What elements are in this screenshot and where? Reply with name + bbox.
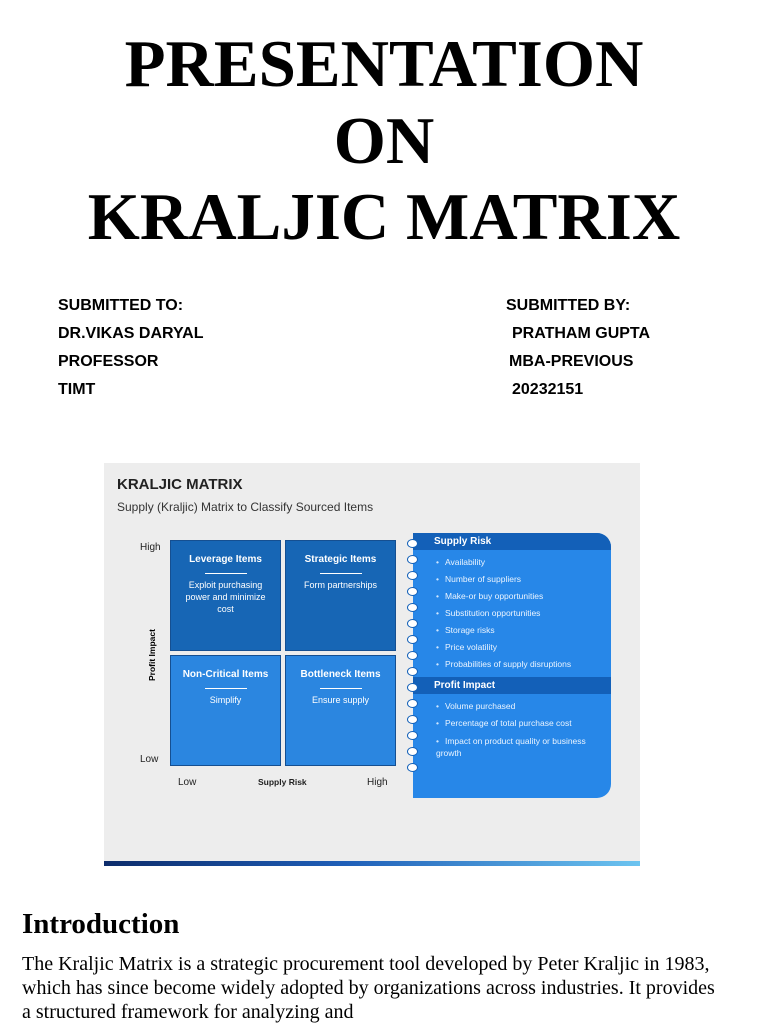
list-item: • Number of suppliers [436,571,611,588]
ring-icon [407,587,418,596]
introduction-heading: Introduction [22,908,180,940]
title-line-3: KRALJIC MATRIX [87,180,681,254]
divider [320,688,362,689]
ring-icon [407,731,418,740]
quadrant-bottleneck [285,655,396,766]
y-axis-label: Profit Impact [147,629,157,681]
ring-icon [407,539,418,548]
ring-icon [407,571,418,580]
submitted-to-role: PROFESSOR [58,353,159,370]
quadrant-body: Ensure supply [311,695,370,705]
submitted-to-block [58,292,204,404]
supply-risk-list [413,550,611,677]
divider [320,573,362,574]
x-axis-low: Low [178,777,197,788]
x-axis-high: High [367,777,388,788]
ring-icon [407,667,418,676]
list-item: • Storage risks [436,622,611,639]
quadrant-title: Strategic Items [304,554,377,565]
submitted-by-program: MBA-PREVIOUS [509,353,634,370]
ring-icon [407,715,418,724]
slide-footer-bar [104,861,640,866]
ring-icon [407,603,418,612]
submitted-to-org: TIMT [58,381,96,398]
ring-icon [407,555,418,564]
list-item: • Make-or buy opportunities [436,588,611,605]
introduction-text: The Kraljic Matrix is a strategic procurement tool developed by Peter Kraljic in 1983, which has since become widely adopted by organizations across industries. It provides a structured framework for analyzing and [22,953,715,1023]
profit-impact-heading: Profit Impact [413,677,611,694]
list-item: • Substitution opportunities [436,605,611,622]
list-item: • Volume purchased [436,698,611,715]
slide-subtitle: Supply (Kraljic) Matrix to Classify Sourced Items [117,500,374,514]
title-line-1: PRESENTATION [124,27,644,101]
quadrant-body: Simplify [209,695,242,705]
ring-icon [407,763,418,772]
list-item: • Impact on product quality or business growth [436,732,586,759]
profit-impact-list [413,694,611,763]
divider [205,573,247,574]
submitted-by-block [506,292,650,404]
ring-icon [407,651,418,660]
submitted-to-heading: SUBMITTED TO: [58,297,184,314]
ring-icon [407,747,418,756]
x-axis-label: Supply Risk [258,777,307,787]
ring-icon [407,635,418,644]
quadrant-body: Form partnerships [303,580,378,590]
list-item: • Availability [436,554,611,571]
binder-rings [407,539,423,779]
supply-risk-heading: Supply Risk [413,533,611,550]
submitted-by-id: 20232151 [512,381,584,398]
ring-icon [407,619,418,628]
quadrant-noncritical [170,655,281,766]
title-line-2: ON [333,104,435,178]
quadrant-title: Non-Critical Items [182,669,269,680]
list-item: • Percentage of total purchase cost [436,715,611,732]
slide-title: KRALJIC MATRIX [117,476,243,493]
submitted-to-name: DR.VIKAS DARYAL [58,325,204,342]
quadrant-strategic [285,540,396,651]
ring-icon [407,683,418,692]
submitted-by-heading: SUBMITTED BY: [506,297,631,314]
y-axis-low: Low [140,754,159,765]
criteria-panel [413,533,611,798]
divider [205,688,247,689]
list-item: • Probabilities of supply disruptions [436,656,611,673]
quadrant-leverage [170,540,281,651]
submitted-by-name: PRATHAM GUPTA [512,325,651,342]
quadrant-title: Bottleneck Items [300,669,381,680]
list-item: • Price volatility [436,639,611,656]
ring-icon [407,699,418,708]
y-axis-high: High [140,542,161,553]
quadrant-body: Exploit purchasing power and minimize cost [185,580,266,614]
kraljic-matrix-slide [104,463,640,866]
quadrant-title: Leverage Items [189,554,262,565]
